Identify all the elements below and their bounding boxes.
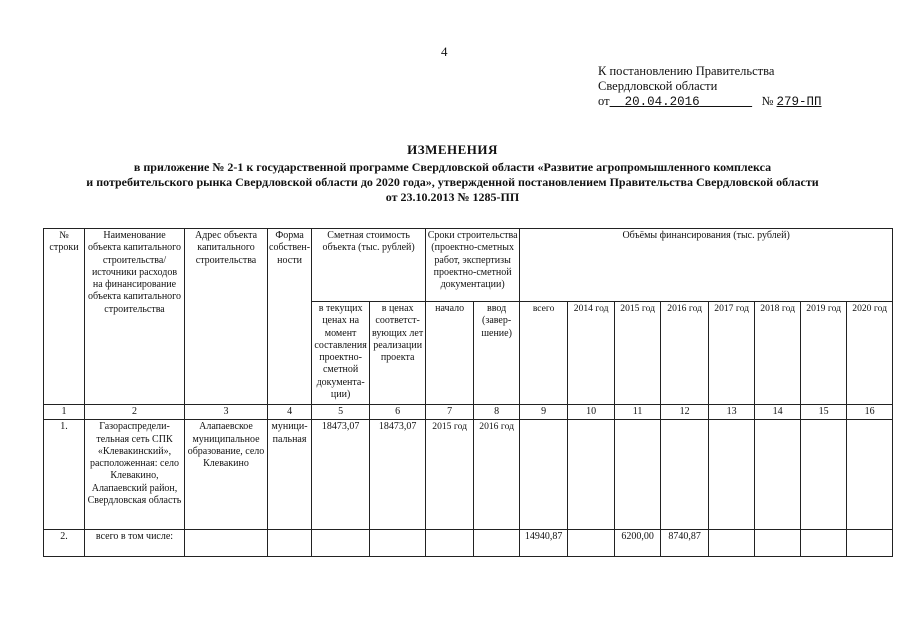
header-funding-2016: 2016 год: [661, 302, 709, 405]
funding-2015: [615, 420, 661, 530]
header-funding-2020: 2020 год: [847, 302, 893, 405]
funding-2018: [755, 420, 801, 530]
term-start: [426, 530, 474, 557]
col-number: 1: [44, 405, 85, 420]
col-number: 3: [185, 405, 268, 420]
funding-2019: [801, 420, 847, 530]
date-underline: [610, 95, 753, 109]
header-funding: Объёмы финансирования (тыс. рублей): [520, 229, 893, 302]
ownership-form: муници-пальная: [268, 420, 312, 530]
funding-2017: [709, 420, 755, 530]
header-address: Адрес объекта капитального строительства: [185, 229, 268, 405]
col-number: 8: [474, 405, 520, 420]
header-ownership: Форма собствен-ности: [268, 229, 312, 405]
col-number: 12: [661, 405, 709, 420]
col-number: 6: [370, 405, 426, 420]
cost-current: 18473,07: [312, 420, 370, 530]
header-funding-2017: 2017 год: [709, 302, 755, 405]
cost-years: 18473,07: [370, 420, 426, 530]
funding-2014: [568, 530, 615, 557]
table-row: [44, 420, 893, 530]
subtitle-line-2: и потребительского рынка Свердловской области до 2020 года», утвержденной постановлением Правительства Свердловской области: [86, 175, 819, 189]
funding-2016: [661, 420, 709, 530]
financing-table: [43, 228, 893, 557]
funding-2014: [568, 420, 615, 530]
appendix-block: [598, 64, 822, 110]
object-address: Алапаевское муниципальное образование, село Клевакино: [185, 420, 268, 530]
object-name: всего в том числе:: [85, 530, 185, 557]
col-number: 7: [426, 405, 474, 420]
header-terms: Сроки строительства (проектно-сметных работ, экспертизы проектно-сметной документации): [426, 229, 520, 302]
col-number: 11: [615, 405, 661, 420]
subtitle-line-3: от 23.10.2013 № 1285-ПП: [385, 190, 520, 204]
object-name: Газораспредели-тельная сеть СПК «Клевакинский», расположенная: село Клевакино, Алапаевский район, Свердловская область: [85, 420, 185, 530]
header-funding-2018: 2018 год: [755, 302, 801, 405]
funding-total: 14940,87: [520, 530, 568, 557]
row-number: 2.: [44, 530, 85, 557]
header-funding-total: всего: [520, 302, 568, 405]
header-term-start: начало: [426, 302, 474, 405]
col-number: 4: [268, 405, 312, 420]
column-number-row: [44, 405, 893, 420]
funding-total: [520, 420, 568, 530]
funding-2016: 8740,87: [661, 530, 709, 557]
appendix-date-line: [598, 94, 822, 110]
header-funding-2019: 2019 год: [801, 302, 847, 405]
col-number: 13: [709, 405, 755, 420]
funding-2019: [801, 530, 847, 557]
number-prefix: №: [761, 94, 774, 108]
term-end: 2016 год: [474, 420, 520, 530]
header-estimate-current: в текущих ценах на момент составления проектно-сметной документа-ции): [312, 302, 370, 405]
page-number: 4: [441, 44, 448, 59]
object-address: [185, 530, 268, 557]
col-number: 16: [847, 405, 893, 420]
funding-2015: 6200,00: [615, 530, 661, 557]
col-number: 15: [801, 405, 847, 420]
header-term-end: ввод (завер-шение): [474, 302, 520, 405]
cost-years: [370, 530, 426, 557]
term-start: 2015 год: [426, 420, 474, 530]
col-number: 14: [755, 405, 801, 420]
subtitle-line-1: в приложение № 2-1 к государственной программе Свердловской области «Развитие агропромышленного комплекса: [133, 160, 772, 174]
header-estimate: Сметная стоимость объекта (тыс. рублей): [312, 229, 426, 302]
col-number: 2: [85, 405, 185, 420]
header-funding-2014: 2014 год: [568, 302, 615, 405]
document-heading: ИЗМЕНЕНИЯ: [407, 142, 498, 157]
appendix-line-1: К постановлению Правительства: [598, 64, 775, 78]
header-estimate-years: в ценах соответст-вующих лет реализации проекта: [370, 302, 426, 405]
funding-2017: [709, 530, 755, 557]
appendix-line-2: Свердловской области: [598, 79, 718, 93]
header-funding-2015: 2015 год: [615, 302, 661, 405]
cost-current: [312, 530, 370, 557]
col-number: 5: [312, 405, 370, 420]
header-name: Наименование объекта капитального строительства/ источники расходов на финансирование объекта капитального строительства: [85, 229, 185, 405]
row-number: 1.: [44, 420, 85, 530]
funding-2018: [755, 530, 801, 557]
term-end: [474, 530, 520, 557]
table-row: [44, 530, 893, 557]
document-date: 20.04.2016: [624, 95, 700, 109]
funding-2020: [847, 530, 893, 557]
funding-2020: [847, 420, 893, 530]
document-subtitle: [0, 160, 905, 205]
col-number: 9: [520, 405, 568, 420]
date-prefix: от: [598, 94, 610, 108]
document-number: 279-ПП: [776, 95, 822, 109]
ownership-form: [268, 530, 312, 557]
header-row-no: № строки: [44, 229, 85, 405]
header-row-1: [44, 229, 893, 302]
col-number: 10: [568, 405, 615, 420]
